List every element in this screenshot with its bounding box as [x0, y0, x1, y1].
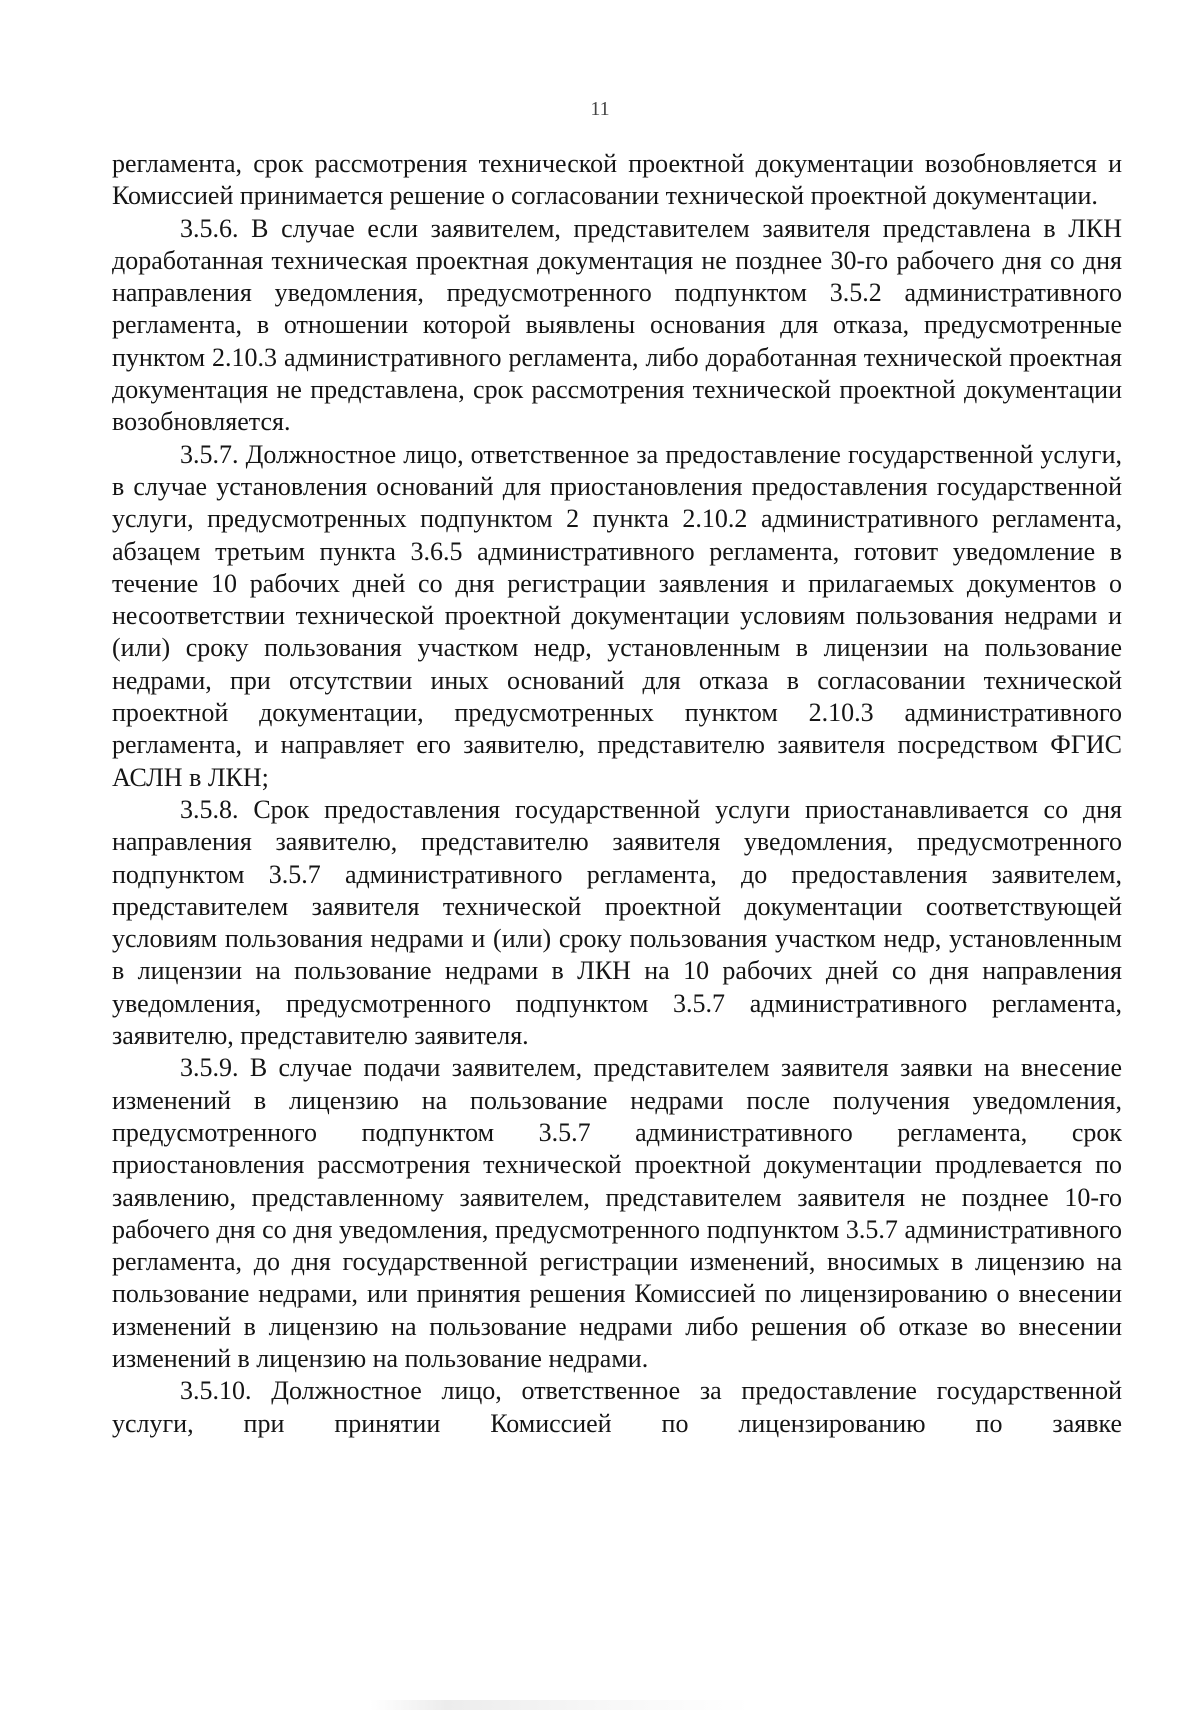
paragraph-3-5-9: 3.5.9. В случае подачи заявителем, представителем заявителя заявки на внесение изменений в лицензию на пользование недрами после получения уведомления, предусмотренного подпунктом 3.5.7 административного регламента, срок приостановления рассмотрения технической проектной документации продлевается по заявлению, представленному заявителем, представителем заявителя не позднее 10-го рабочего дня со дня уведомления, предусмотренного подпунктом 3.5.7 административного регламента, до дня государственной регистрации изменений, вносимых в лицензию на пользование недрами, или принятия решения Комиссией по лицензированию о внесении изменений в лицензию на пользование недрами либо решения об отказе во внесении изменений в лицензию на пользование недрами. [112, 1053, 1122, 1373]
paragraph-continuation: регламента, срок рассмотрения технической проектной документации возобновляется и Комиссией принимается решение о согласовании технической проектной документации. [112, 149, 1122, 211]
document-body [112, 148, 1122, 1440]
paragraph-3-5-8: 3.5.8. Срок предоставления государственной услуги приостанавливается со дня направления заявителю, представителю заявителя уведомления, предусмотренного подпунктом 3.5.7 административного регламента, до предоставления заявителем, представителем заявителя технической проектной документации соответствующей условиям пользования недрами и (или) сроку пользования участком недр, установленным в лицензии на пользование недрами в ЛКН на 10 рабочих дней со дня направления уведомления, предусмотренного подпунктом 3.5.7 административного регламента, заявителю, представителю заявителя. [112, 794, 1122, 1051]
paragraph-3-5-10: 3.5.10. Должностное лицо, ответственное за предоставление государственной услуги, при принятии Комиссией по лицензированию по заявке [112, 1376, 1122, 1438]
scan-artifact [370, 1700, 750, 1710]
page-number: 11 [590, 98, 610, 120]
paragraph-3-5-7: 3.5.7. Должностное лицо, ответственное за предоставление государственной услуги, в случае установления оснований для приостановления предоставления государственной услуги, предусмотренных подпунктом 2 пункта 2.10.2 административного регламента, абзацем третьим пункта 3.6.5 административного регламента, готовит уведомление в течение 10 рабочих дней со дня регистрации заявления и прилагаемых документов о несоответствии технической проектной документации условиям пользования недрами и (или) сроку пользования участком недр, установленным в лицензии на пользование недрами, при отсутствии иных оснований для отказа в согласовании технической проектной документации, предусмотренных пунктом 2.10.3 административного регламента, и направляет его заявителю, представителю заявителя посредством ФГИС АСЛН в ЛКН; [112, 439, 1122, 792]
paragraph-3-5-6: 3.5.6. В случае если заявителем, представителем заявителя представлена в ЛКН доработанная техническая проектная документация не позднее 30-го рабочего дня со дня направления уведомления, предусмотренного подпунктом 3.5.2 административного регламента, в отношении которой выявлены основания для отказа, предусмотренные пунктом 2.10.3 административного регламента, либо доработанная технической проектная документация не представлена, срок рассмотрения технической проектной документации возобновляется. [112, 213, 1122, 437]
